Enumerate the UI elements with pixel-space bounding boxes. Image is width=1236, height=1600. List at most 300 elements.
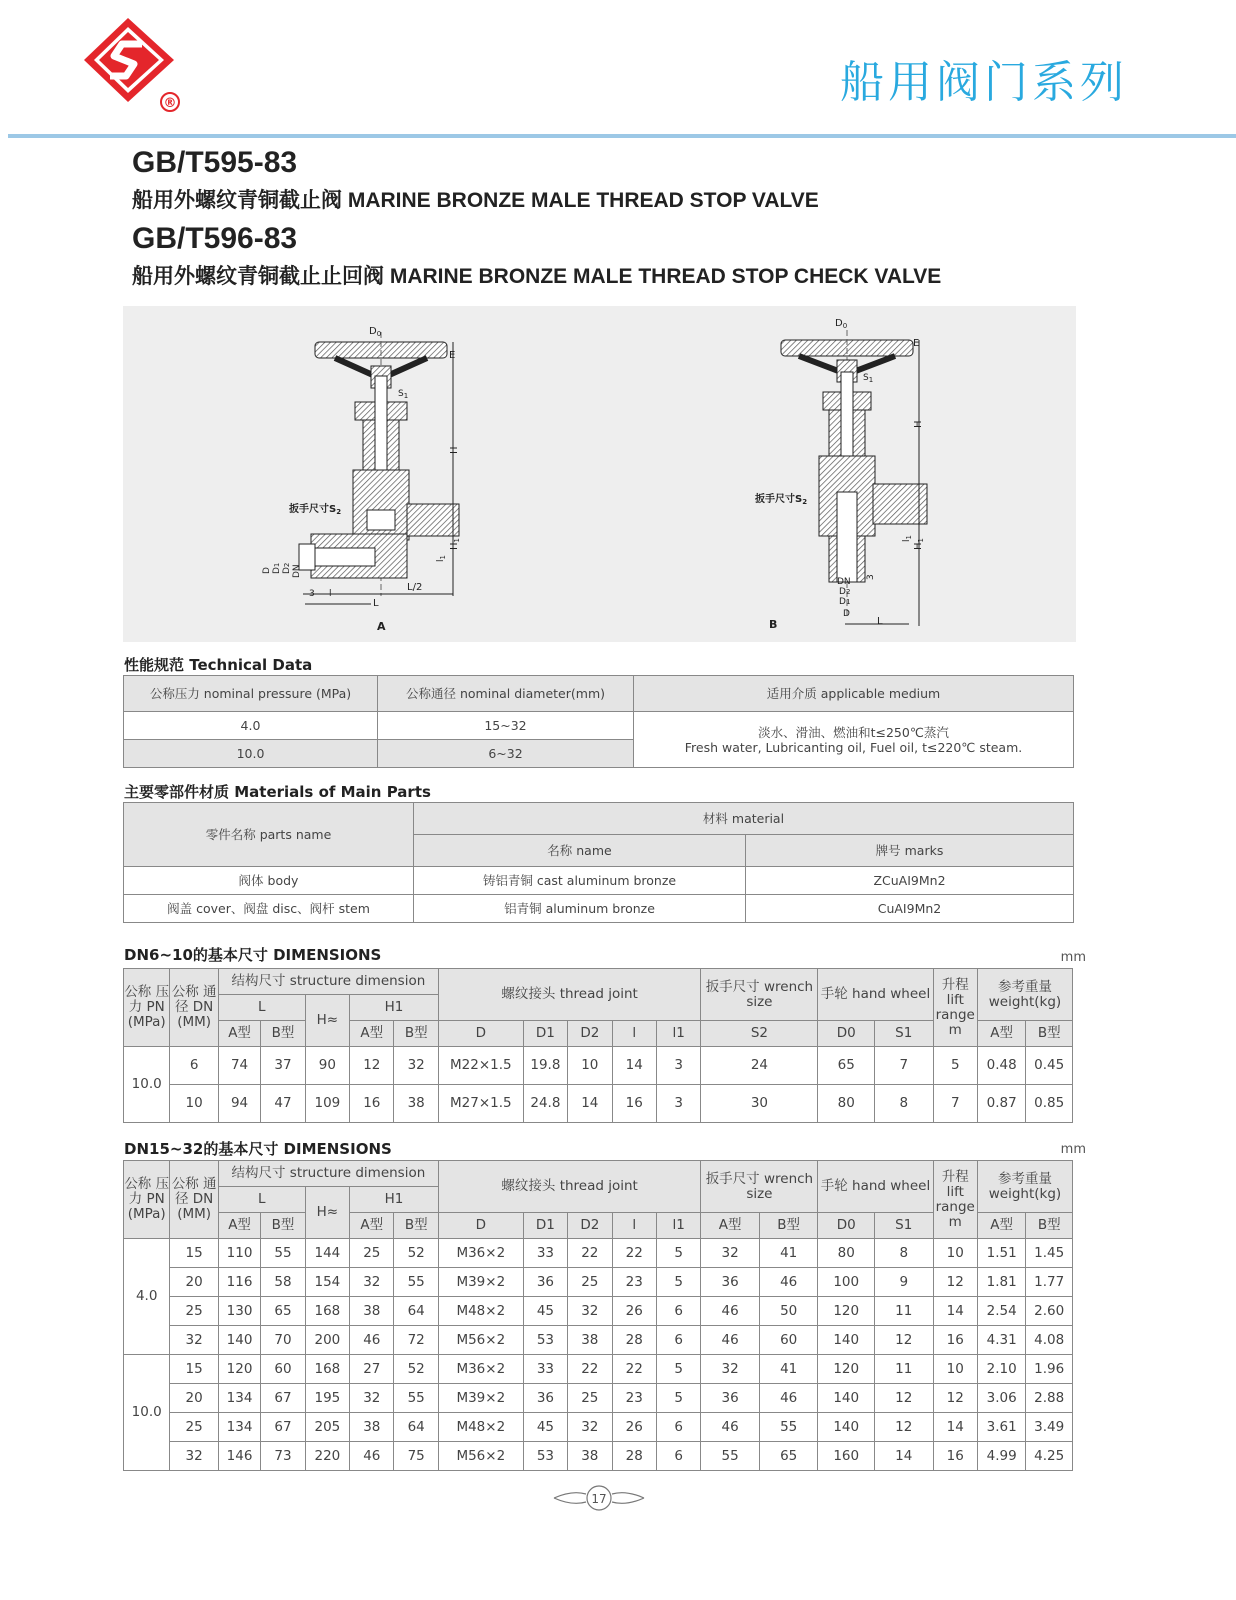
svg-text:L: L [877, 616, 883, 627]
th-material-name: 名称 name [414, 835, 746, 867]
th-l: L [218, 995, 305, 1021]
dims-large-title: DN15~32的基本尺寸 DIMENSIONS [124, 1140, 392, 1158]
cell: 2.54 [977, 1297, 1025, 1326]
cell: 2.10 [977, 1355, 1025, 1384]
th-s1: S1 [874, 1021, 933, 1047]
cell: 3 [656, 1047, 700, 1085]
cell-pn: 4.0 [124, 1239, 170, 1355]
cell: 80 [818, 1085, 875, 1123]
th-h1: H1 [350, 995, 439, 1021]
materials-title: 主要零部件材质 Materials of Main Parts [124, 783, 431, 801]
materials-table [123, 802, 1074, 923]
cell: 120 [818, 1297, 875, 1326]
cell: 32 [568, 1413, 612, 1442]
cell: 16 [350, 1085, 394, 1123]
th-pn: 公称 压力 PN (MPa) [124, 969, 170, 1047]
svg-text:D1: D1 [839, 597, 851, 607]
table-row [124, 1442, 1073, 1471]
cell: 32 [394, 1047, 438, 1085]
cell: 11 [874, 1355, 933, 1384]
table-row [124, 1384, 1073, 1413]
cell: 8 [874, 1239, 933, 1268]
cell: 1.96 [1026, 1355, 1073, 1384]
cell: 65 [261, 1297, 305, 1326]
svg-text:3: 3 [866, 574, 876, 580]
cell: 110 [218, 1239, 260, 1268]
th-l1: l1 [656, 1213, 700, 1239]
cell-dn: 10 [170, 1085, 218, 1123]
cell: M22×1.5 [438, 1047, 523, 1085]
svg-text:L: L [373, 598, 379, 609]
cell: 30 [701, 1085, 818, 1123]
svg-text:H1: $H_1$ [913, 538, 925, 550]
table-row [124, 1047, 1073, 1085]
cell: 146 [218, 1442, 260, 1471]
cell: 6 [656, 1326, 700, 1355]
cell: 6 [656, 1297, 700, 1326]
cell: 33 [523, 1355, 567, 1384]
cell: 9 [874, 1268, 933, 1297]
th-s2: S2 [701, 1021, 818, 1047]
th-d1: D1 [523, 1021, 567, 1047]
svg-text:D2: D2 [282, 562, 292, 574]
cell: 25 [568, 1268, 612, 1297]
svg-text:DN: DN [292, 564, 302, 578]
th-weight-b: B型 [1026, 1021, 1073, 1047]
cell: 154 [305, 1268, 349, 1297]
cell: 4.08 [1026, 1326, 1073, 1355]
cell: 16 [933, 1442, 977, 1471]
cell: 46 [350, 1442, 394, 1471]
cell: 22 [568, 1239, 612, 1268]
cell: M36×2 [438, 1239, 523, 1268]
th-wrench: 扳手尺寸 wrench size [701, 969, 818, 1021]
cell: 55 [394, 1268, 438, 1297]
cell: 19.8 [523, 1047, 567, 1085]
valve-name-1: 船用外螺纹青铜截止阀 MARINE BRONZE MALE THREAD STOP VALVE [132, 189, 819, 212]
cell: 28 [612, 1326, 656, 1355]
cell: 26 [612, 1297, 656, 1326]
cell: 58 [261, 1268, 305, 1297]
cell: 41 [759, 1239, 818, 1268]
cell: 90 [305, 1047, 349, 1085]
svg-text:H: H [449, 446, 460, 454]
cell: 3.49 [1026, 1413, 1073, 1442]
cell: 12 [350, 1047, 394, 1085]
dims-large-table [123, 1160, 1073, 1471]
cell: 120 [818, 1355, 875, 1384]
cell: 28 [612, 1442, 656, 1471]
cell: 0.85 [1026, 1085, 1073, 1123]
cell-material-name: 铝青铜 aluminum bronze [414, 895, 746, 923]
cell: 45 [523, 1413, 567, 1442]
svg-text:D: D [262, 567, 272, 574]
svg-text:D0: $D_0$ [835, 318, 848, 330]
th-h1-a: A型 [350, 1021, 394, 1047]
th-wrench-a: A型 [701, 1213, 760, 1239]
cell: 38 [350, 1297, 394, 1326]
cell: 67 [261, 1413, 305, 1442]
cell: M39×2 [438, 1268, 523, 1297]
cell-dn: 32 [170, 1326, 218, 1355]
cell: 6 [656, 1442, 700, 1471]
valve-a-drawing [262, 326, 461, 633]
th-thread-joint: 螺纹接头 thread joint [438, 1161, 700, 1213]
svg-text:E: E [449, 350, 456, 361]
company-logo [84, 14, 188, 114]
cell: 4.31 [977, 1326, 1025, 1355]
th-l-a: A型 [218, 1213, 260, 1239]
cell: 1.81 [977, 1268, 1025, 1297]
cell: 38 [568, 1442, 612, 1471]
th-h1-a: A型 [350, 1213, 394, 1239]
cell-dn: 20 [170, 1384, 218, 1413]
cell: 53 [523, 1326, 567, 1355]
cell: 41 [759, 1355, 818, 1384]
cell: 168 [305, 1297, 349, 1326]
cell: 130 [218, 1297, 260, 1326]
th-h: H≈ [305, 1187, 349, 1239]
cell: 12 [933, 1268, 977, 1297]
cell: 32 [568, 1297, 612, 1326]
cell: 46 [701, 1326, 760, 1355]
cell: 140 [818, 1384, 875, 1413]
th-d0: D0 [818, 1213, 875, 1239]
th-weight-a: A型 [977, 1213, 1025, 1239]
svg-text:l1: $l_1$ [902, 535, 913, 542]
cell: 0.48 [977, 1047, 1025, 1085]
cell: 0.45 [1026, 1047, 1073, 1085]
cell: 67 [261, 1384, 305, 1413]
svg-text:D1: D1 [272, 562, 282, 574]
cell: 134 [218, 1413, 260, 1442]
cell: 36 [701, 1384, 760, 1413]
cell: 109 [305, 1085, 349, 1123]
th-weight-a: A型 [977, 1021, 1025, 1047]
th-hand-wheel: 手轮 hand wheel [818, 969, 933, 1021]
cell: 1.45 [1026, 1239, 1073, 1268]
cell: 2.88 [1026, 1384, 1073, 1413]
cell: 32 [350, 1384, 394, 1413]
cell-dn: 25 [170, 1413, 218, 1442]
svg-text:扳手尺寸S2: 扳手尺寸$S_2$ [755, 494, 808, 506]
cell-pn: 10.0 [124, 1047, 170, 1123]
cell: 6 [656, 1413, 700, 1442]
cell: M48×2 [438, 1413, 523, 1442]
cell: 38 [568, 1326, 612, 1355]
cell: 134 [218, 1384, 260, 1413]
cell: 37 [261, 1047, 305, 1085]
cell: 220 [305, 1442, 349, 1471]
cell: 52 [394, 1239, 438, 1268]
th-l-thread: l [612, 1213, 656, 1239]
table-row [124, 1085, 1073, 1123]
th-material: 材料 material [414, 803, 1074, 835]
cell: 144 [305, 1239, 349, 1268]
cell: 12 [874, 1413, 933, 1442]
svg-text:l1: $l_1$ [436, 555, 447, 562]
th-l: L [218, 1187, 305, 1213]
cell: 7 [874, 1047, 933, 1085]
cell: 0.87 [977, 1085, 1025, 1123]
dims-small-table [123, 968, 1073, 1123]
valve-diagram [123, 306, 1076, 642]
cell: 23 [612, 1268, 656, 1297]
cell: 52 [394, 1355, 438, 1384]
th-material-marks: 牌号 marks [746, 835, 1074, 867]
cell: 65 [759, 1442, 818, 1471]
cell: 3 [656, 1085, 700, 1123]
th-thread-joint: 螺纹接头 thread joint [438, 969, 700, 1021]
cell: 140 [818, 1413, 875, 1442]
cell: 53 [523, 1442, 567, 1471]
header-rule [8, 134, 1236, 138]
th-nominal-pressure: 公称压力 nominal pressure (MPa) [124, 676, 378, 712]
cell: 2.60 [1026, 1297, 1073, 1326]
svg-text:l: l [329, 589, 332, 599]
svg-text:D0: $D_0$ [369, 326, 382, 338]
dims-large-unit: mm [1060, 1142, 1086, 1157]
cell: 36 [523, 1268, 567, 1297]
cell: 5 [656, 1239, 700, 1268]
cell: M36×2 [438, 1355, 523, 1384]
cell: 80 [818, 1239, 875, 1268]
cell: 160 [818, 1442, 875, 1471]
cell-medium [634, 712, 1074, 768]
cell-dn: 25 [170, 1297, 218, 1326]
th-parts-name: 零件名称 parts name [124, 803, 414, 867]
cell: 140 [218, 1326, 260, 1355]
cell: 27 [350, 1355, 394, 1384]
cell: 46 [759, 1384, 818, 1413]
cell: 73 [261, 1442, 305, 1471]
cell: 168 [305, 1355, 349, 1384]
cell: 64 [394, 1297, 438, 1326]
cell: 55 [701, 1442, 760, 1471]
th-weight: 参考重量 weight(kg) [977, 1161, 1072, 1213]
page-number-text: 17 [591, 1492, 607, 1506]
th-h1: H1 [350, 1187, 439, 1213]
cell: 32 [701, 1355, 760, 1384]
cell: 74 [218, 1047, 260, 1085]
cell: 25 [568, 1384, 612, 1413]
th-lift: 升程 lift range m [933, 1161, 977, 1239]
table-row [124, 1355, 1073, 1384]
cell: 94 [218, 1085, 260, 1123]
th-weight: 参考重量 weight(kg) [977, 969, 1072, 1021]
cell: 10 [933, 1355, 977, 1384]
dims-large-body [124, 1239, 1073, 1471]
cell: 55 [261, 1239, 305, 1268]
cell: 22 [568, 1355, 612, 1384]
cell: 75 [394, 1442, 438, 1471]
th-pn: 公称 压力 PN (MPa) [124, 1161, 170, 1239]
th-dn: 公称 通径 DN (MM) [170, 1161, 218, 1239]
th-d: D [438, 1021, 523, 1047]
th-lift: 升程 lift range m [933, 969, 977, 1047]
th-h1-b: B型 [394, 1021, 438, 1047]
cell: 5 [933, 1047, 977, 1085]
cell-diameter: 15~32 [378, 712, 634, 740]
cell: 46 [701, 1413, 760, 1442]
cell-material-mark: CuAI9Mn2 [746, 895, 1074, 923]
cell-pn: 10.0 [124, 1355, 170, 1471]
cell-pressure: 4.0 [124, 712, 378, 740]
cell: 47 [261, 1085, 305, 1123]
cell: 60 [261, 1355, 305, 1384]
th-weight-b: B型 [1026, 1213, 1073, 1239]
cell: 3.06 [977, 1384, 1025, 1413]
svg-text:DN: DN [837, 577, 851, 587]
cell: M56×2 [438, 1442, 523, 1471]
cell: 33 [523, 1239, 567, 1268]
cell: 7 [933, 1085, 977, 1123]
cell: 12 [933, 1384, 977, 1413]
svg-text:H1: $H_1$ [449, 538, 461, 550]
cell-dn: 15 [170, 1355, 218, 1384]
th-s1: S1 [874, 1213, 933, 1239]
cell: 14 [612, 1047, 656, 1085]
registered-mark: ® [163, 96, 177, 111]
cell-part: 阀盖 cover、阀盘 disc、阀杆 stem [124, 895, 414, 923]
th-l-b: B型 [261, 1213, 305, 1239]
cell: 10 [933, 1239, 977, 1268]
cell: 36 [523, 1384, 567, 1413]
th-d1: D1 [523, 1213, 567, 1239]
th-dn: 公称 通径 DN (MM) [170, 969, 218, 1047]
cell: 22 [612, 1239, 656, 1268]
cell-dn: 20 [170, 1268, 218, 1297]
svg-text:E: E [913, 338, 920, 349]
table-row [124, 1413, 1073, 1442]
cell: 32 [701, 1239, 760, 1268]
th-structure: 结构尺寸 structure dimension [218, 1161, 438, 1187]
cell: 24 [701, 1047, 818, 1085]
cell: 26 [612, 1413, 656, 1442]
cell: 16 [933, 1326, 977, 1355]
th-h: H≈ [305, 995, 349, 1047]
cell: 23 [612, 1384, 656, 1413]
cell: 1.51 [977, 1239, 1025, 1268]
cell: 55 [394, 1384, 438, 1413]
cell-dn: 15 [170, 1239, 218, 1268]
cell: 4.99 [977, 1442, 1025, 1471]
cell: M48×2 [438, 1297, 523, 1326]
table-row [124, 1268, 1073, 1297]
cell: M56×2 [438, 1326, 523, 1355]
valve-name-2: 船用外螺纹青铜截止止回阀 MARINE BRONZE MALE THREAD STOP CHECK VALVE [132, 265, 942, 288]
cell: 24.8 [523, 1085, 567, 1123]
valve-b-drawing [754, 318, 927, 631]
cell: 22 [612, 1355, 656, 1384]
medium-cn: 淡水、滑油、燃油和t≤250℃蒸汽 [758, 724, 949, 740]
cell: 50 [759, 1297, 818, 1326]
th-wrench-b: B型 [759, 1213, 818, 1239]
th-hand-wheel: 手轮 hand wheel [818, 1161, 933, 1213]
svg-text:D: D [843, 609, 850, 619]
standard-code-1: GB/T595-83 [132, 146, 298, 179]
cell: 5 [656, 1384, 700, 1413]
cell: 11 [874, 1297, 933, 1326]
cell: 14 [568, 1085, 612, 1123]
th-d: D [438, 1213, 523, 1239]
page-number [552, 1484, 646, 1512]
cell: 32 [350, 1268, 394, 1297]
th-d2: D2 [568, 1213, 612, 1239]
cell: 25 [350, 1239, 394, 1268]
cell: 38 [350, 1413, 394, 1442]
cell: 46 [701, 1297, 760, 1326]
cell: 12 [874, 1326, 933, 1355]
cell-dn: 32 [170, 1442, 218, 1471]
cell: 72 [394, 1326, 438, 1355]
svg-text:S1: $S_1$ [398, 389, 409, 400]
svg-text:L/2: L/2 [407, 582, 423, 593]
cell: 14 [874, 1442, 933, 1471]
svg-text:A: A [377, 620, 386, 633]
table-row [124, 1297, 1073, 1326]
cell: 64 [394, 1413, 438, 1442]
th-d0: D0 [818, 1021, 875, 1047]
svg-text:扳手尺寸S2: 扳手尺寸$S_2$ [289, 504, 342, 516]
cell-dn: 6 [170, 1047, 218, 1085]
cell: 14 [933, 1413, 977, 1442]
cell: 140 [818, 1326, 875, 1355]
cell: 70 [261, 1326, 305, 1355]
th-l-a: A型 [218, 1021, 260, 1047]
svg-text:3: 3 [309, 589, 315, 599]
cell: 205 [305, 1413, 349, 1442]
cell: 116 [218, 1268, 260, 1297]
cell: 100 [818, 1268, 875, 1297]
cell-diameter: 6~32 [378, 740, 634, 768]
cell: 10 [568, 1047, 612, 1085]
medium-en: Fresh water, Lubricanting oil, Fuel oil, t≤220℃ steam. [684, 739, 1023, 755]
cell: 46 [350, 1326, 394, 1355]
th-nominal-diameter: 公称通径 nominal diameter(mm) [378, 676, 634, 712]
cell: 36 [701, 1268, 760, 1297]
th-d2: D2 [568, 1021, 612, 1047]
cell: 195 [305, 1384, 349, 1413]
cell: 45 [523, 1297, 567, 1326]
cell: 1.77 [1026, 1268, 1073, 1297]
cell: 5 [656, 1355, 700, 1384]
th-l1: l1 [656, 1021, 700, 1047]
cell: 46 [759, 1268, 818, 1297]
cell: 12 [874, 1384, 933, 1413]
cell: 5 [656, 1268, 700, 1297]
cell-pressure: 10.0 [124, 740, 378, 768]
technical-data-table [123, 675, 1074, 768]
svg-text:D2: D2 [839, 587, 851, 597]
cell: M27×1.5 [438, 1085, 523, 1123]
cell: 65 [818, 1047, 875, 1085]
dims-small-title: DN6~10的基本尺寸 DIMENSIONS [124, 946, 382, 964]
table-row [124, 1239, 1073, 1268]
cell: 14 [933, 1297, 977, 1326]
standard-code-2: GB/T596-83 [132, 222, 298, 255]
table-row [124, 1326, 1073, 1355]
cell: 200 [305, 1326, 349, 1355]
dims-small-unit: mm [1060, 950, 1086, 965]
th-wrench: 扳手尺寸 wrench size [701, 1161, 818, 1213]
cell-material-name: 铸铝青铜 cast aluminum bronze [414, 867, 746, 895]
cell-material-mark: ZCuAI9Mn2 [746, 867, 1074, 895]
cell: 3.61 [977, 1413, 1025, 1442]
cell: 8 [874, 1085, 933, 1123]
technical-data-title: 性能规范 Technical Data [124, 656, 313, 674]
th-l-b: B型 [261, 1021, 305, 1047]
